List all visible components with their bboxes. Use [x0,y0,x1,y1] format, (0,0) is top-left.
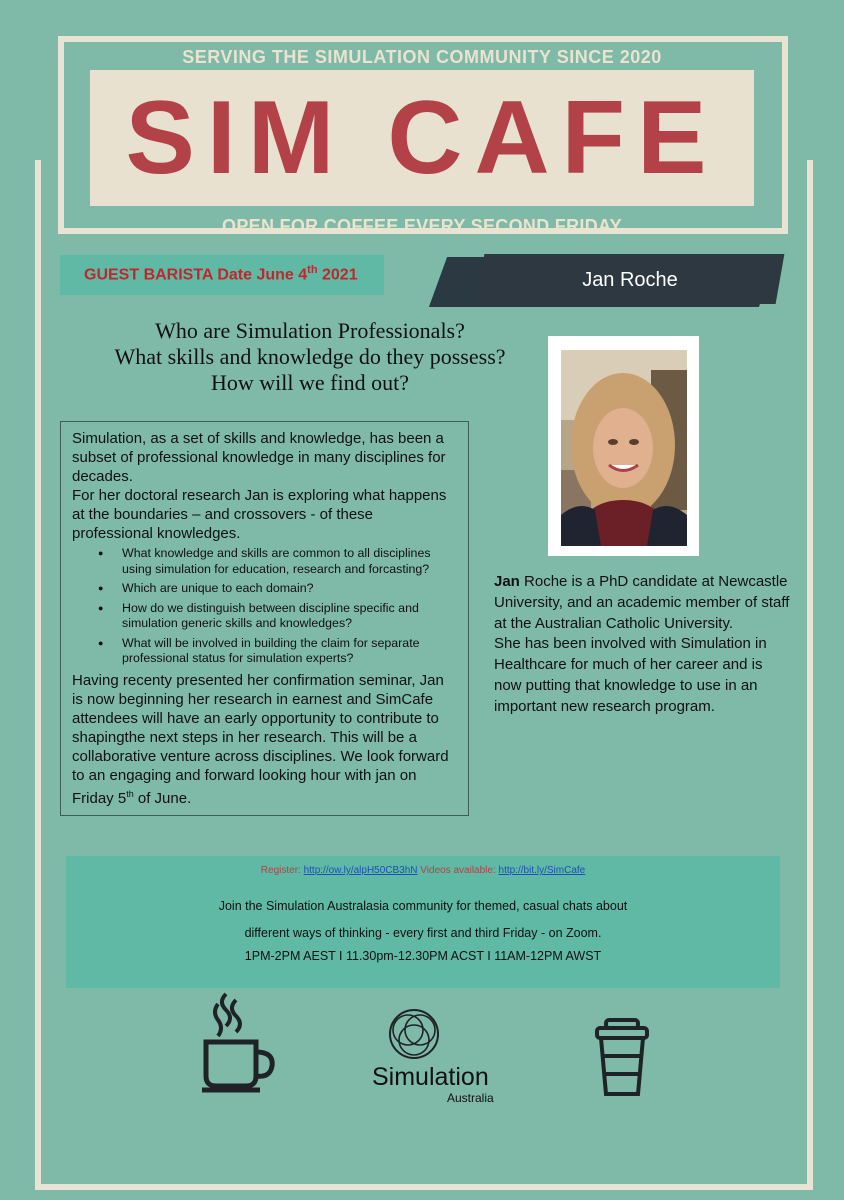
simulation-australia-logo-icon [386,1006,442,1064]
description-box [60,421,469,816]
logo-subtitle: Australia [447,1091,494,1105]
bio-name: Jan [494,573,520,590]
bullet-icon: ● [98,583,104,593]
bullet-icon: ● [98,548,104,558]
title-banner [90,70,754,206]
list-item-text: What will be involved in building the claim for separate professional status for simulation experts? [122,635,420,665]
closing-ordinal: th [126,788,134,799]
bullet-icon: ● [98,602,104,613]
list-item [98,546,458,577]
list-item [98,581,458,597]
question-3: How will we find out? [211,370,409,395]
videos-label: Videos available: [417,865,499,876]
bullet-icon: ● [98,637,104,648]
register-link[interactable]: http://ow.ly/alpH50CB3hN [303,865,418,876]
guest-label: GUEST BARISTA Date June 4 [84,266,308,284]
tagline-bottom: OPEN FOR COFFEE EVERY SECOND FRIDAY [222,216,622,236]
page-title: SIM CAFE [125,80,719,196]
logo-name: Simulation [372,1063,489,1091]
guest-barista-date [84,264,358,284]
coffee-cup-icon [196,990,276,1096]
research-text: For her doctoral research Jan is exploring what happens at the boundaries – and crossovers - of these professional knowledges. [72,487,447,542]
takeaway-cup-icon [594,1018,650,1098]
closing-text [72,671,458,808]
info-box [66,856,780,988]
guest-year: 2021 [317,266,358,284]
portrait-photo [561,350,687,546]
join-text: Join the Simulation Australasia community for themed, casual chats about different ways of thinking - every first and third Friday - on Zoom. [218,899,628,940]
register-label: Register: [260,865,304,876]
list-item-text: Which are unique to each domain? [122,581,314,595]
session-times: 1PM-2PM AEST I 11.30pm-12.30PM ACST I 11AM-12PM AWST [244,949,602,963]
list-item [98,635,458,667]
videos-link[interactable]: http://bit.ly/SimCafe [498,865,586,876]
question-list [72,546,458,667]
question-1: Who are Simulation Professionals? [155,318,465,343]
closing-end: of June. [133,789,192,807]
tagline-top: SERVING THE SIMULATION COMMUNITY SINCE 2020 [182,47,662,67]
guest-bio [494,572,794,718]
closing-body: Having recenty presented her confirmation seminar, Jan is now beginning her research in earnest and SimCafe attendees will have an early opportunity to contribute to shapingthe next steps in her research. This will be a collaborative venture across disciplines. We look forward to an engaging and forward looking hour with jan on Friday 5 [72,671,449,807]
guest-ordinal: th [307,264,318,276]
guest-barista-box [60,255,384,295]
guest-name: Jan Roche [582,269,678,291]
bio-line-2: She has been involved with Simulation in Healthcare for much of her career and is now putting that knowledge to use in an important new research program. [494,635,767,715]
question-2: What skills and knowledge do they possess? [114,344,506,369]
bio-line-1: Roche is a PhD candidate at Newcastle University, and an academic member of staff at the Australian Catholic University. [494,573,790,632]
list-item-text: How do we distinguish between discipline specific and simulation generic skills and knowledges? [122,600,419,630]
portrait-frame [548,336,699,556]
register-line [66,865,780,876]
list-item-text: What knowledge and skills are common to all disciplines using simulation for education, research and forcasting? [122,546,431,576]
list-item [98,600,458,632]
portrait-illustration [561,350,687,546]
questions-heading [90,318,530,396]
intro-text: Simulation, as a set of skills and knowledge, has been a subset of professional knowledge in many disciplines for decades. [72,430,446,485]
